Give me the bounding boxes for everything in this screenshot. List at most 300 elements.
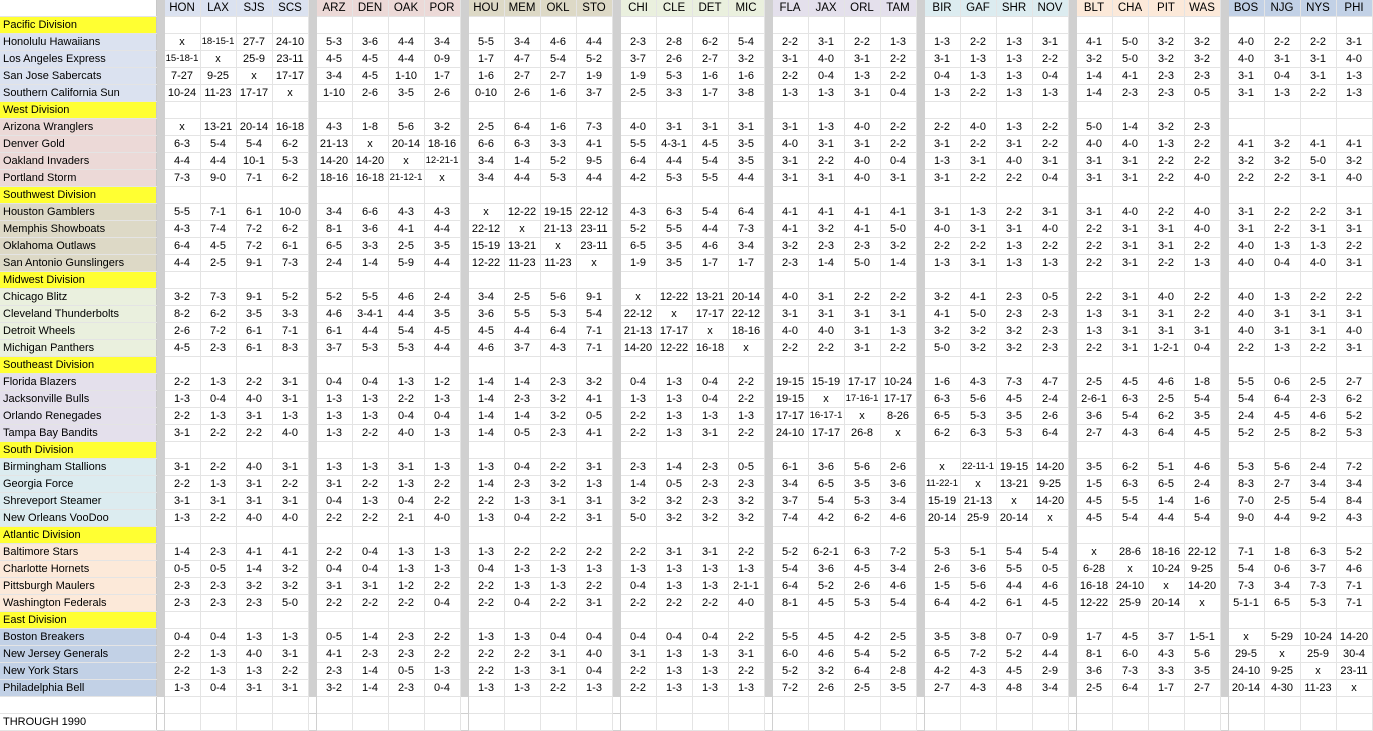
record-cell[interactable]: 1-3 [316, 391, 352, 408]
record-cell[interactable]: 3-1 [692, 119, 728, 136]
record-cell[interactable]: 3-4 [1264, 578, 1300, 595]
team-name[interactable]: Philadelphia Bell [0, 680, 156, 697]
record-cell[interactable]: 4-6 [540, 34, 576, 51]
record-cell[interactable]: 4-5 [996, 663, 1032, 680]
empty-cell[interactable] [656, 612, 692, 629]
record-cell[interactable]: 6-5 [808, 476, 844, 493]
empty-cell[interactable] [1032, 272, 1068, 289]
record-cell[interactable]: 16-18 [692, 340, 728, 357]
record-cell[interactable]: 20-14 [1228, 680, 1264, 697]
record-cell[interactable]: 2-3 [692, 493, 728, 510]
empty-cell[interactable] [1336, 17, 1372, 34]
record-cell[interactable]: 1-4 [1112, 119, 1148, 136]
record-cell[interactable]: 1-3 [576, 680, 612, 697]
record-cell[interactable]: 22-11-1 [960, 459, 996, 476]
record-cell[interactable]: 4-0 [772, 136, 808, 153]
record-cell[interactable]: 1-3 [504, 561, 540, 578]
empty-cell[interactable] [656, 17, 692, 34]
record-cell[interactable]: 2-2 [468, 663, 504, 680]
record-cell[interactable]: 3-3 [540, 136, 576, 153]
record-cell[interactable]: 6-0 [772, 646, 808, 663]
record-cell[interactable]: 1-3 [960, 51, 996, 68]
empty-cell[interactable] [388, 17, 424, 34]
empty-cell[interactable] [1148, 442, 1184, 459]
record-cell[interactable]: 7-3 [576, 119, 612, 136]
record-cell[interactable]: 2-6 [844, 578, 880, 595]
record-cell[interactable]: 2-2 [772, 68, 808, 85]
empty-cell[interactable] [576, 272, 612, 289]
empty-cell[interactable] [1184, 17, 1220, 34]
record-cell[interactable]: 3-1 [1228, 68, 1264, 85]
column-header[interactable]: BOS [1228, 0, 1264, 17]
empty-cell[interactable] [692, 442, 728, 459]
record-cell[interactable]: 2-3 [540, 374, 576, 391]
record-cell[interactable]: 2-8 [880, 663, 916, 680]
record-cell[interactable]: 3-6 [352, 34, 388, 51]
record-cell[interactable]: 1-3 [424, 544, 460, 561]
column-header[interactable]: DET [692, 0, 728, 17]
record-cell[interactable] [1264, 119, 1300, 136]
record-cell[interactable]: 3-2 [728, 51, 764, 68]
record-cell[interactable]: 1-3 [996, 255, 1032, 272]
empty-cell[interactable] [504, 17, 540, 34]
record-cell[interactable]: 4-0 [844, 119, 880, 136]
empty-cell[interactable] [504, 714, 540, 731]
record-cell[interactable]: 1-3 [656, 391, 692, 408]
record-cell[interactable]: 8-2 [1300, 425, 1336, 442]
record-cell[interactable]: 5-5 [1112, 493, 1148, 510]
empty-cell[interactable] [468, 527, 504, 544]
record-cell[interactable]: x [1228, 629, 1264, 646]
record-cell[interactable]: 5-6 [960, 578, 996, 595]
record-cell[interactable]: 4-0 [1112, 204, 1148, 221]
record-cell[interactable]: 4-0 [272, 425, 308, 442]
record-cell[interactable]: 2-2 [620, 408, 656, 425]
record-cell[interactable]: 1-3 [620, 561, 656, 578]
record-cell[interactable]: 6-6 [468, 136, 504, 153]
record-cell[interactable]: 1-4 [1076, 85, 1112, 102]
empty-cell[interactable] [656, 102, 692, 119]
empty-cell[interactable] [924, 102, 960, 119]
record-cell[interactable]: 1-3 [656, 578, 692, 595]
record-cell[interactable]: 1-3 [352, 408, 388, 425]
record-cell[interactable]: 1-8 [1264, 544, 1300, 561]
record-cell[interactable]: 6-4 [540, 323, 576, 340]
record-cell[interactable]: 6-3 [164, 136, 200, 153]
team-name[interactable]: New York Stars [0, 663, 156, 680]
record-cell[interactable]: 4-4 [1032, 646, 1068, 663]
empty-cell[interactable] [1148, 612, 1184, 629]
record-cell[interactable]: 2-7 [692, 51, 728, 68]
record-cell[interactable]: 1-4 [504, 374, 540, 391]
record-cell[interactable]: 22-12 [1184, 544, 1220, 561]
record-cell[interactable]: x [272, 85, 308, 102]
empty-cell[interactable] [164, 697, 200, 714]
empty-cell[interactable] [1336, 612, 1372, 629]
record-cell[interactable]: 5-2 [996, 646, 1032, 663]
empty-cell[interactable] [236, 527, 272, 544]
record-cell[interactable]: 3-2 [692, 510, 728, 527]
record-cell[interactable]: 2-2 [164, 408, 200, 425]
record-cell[interactable]: 8-26 [880, 408, 916, 425]
record-cell[interactable]: 2-2 [576, 544, 612, 561]
record-cell[interactable]: 3-1 [164, 425, 200, 442]
empty-cell[interactable] [1112, 357, 1148, 374]
record-cell[interactable]: 2-2 [1300, 85, 1336, 102]
record-cell[interactable]: 4-0 [772, 323, 808, 340]
record-cell[interactable]: 3-1 [1112, 323, 1148, 340]
record-cell[interactable]: 3-1 [272, 459, 308, 476]
record-cell[interactable]: 4-0 [236, 459, 272, 476]
record-cell[interactable]: 2-3 [728, 476, 764, 493]
empty-cell[interactable] [844, 357, 880, 374]
empty-cell[interactable] [424, 612, 460, 629]
record-cell[interactable]: 4-6 [1148, 374, 1184, 391]
record-cell[interactable]: 1-3 [728, 561, 764, 578]
record-cell[interactable]: 5-9 [388, 255, 424, 272]
record-cell[interactable]: 3-6 [960, 561, 996, 578]
record-cell[interactable]: 3-1 [772, 119, 808, 136]
empty-cell[interactable] [352, 187, 388, 204]
record-cell[interactable]: 3-2 [1184, 34, 1220, 51]
record-cell[interactable]: 3-7 [620, 51, 656, 68]
column-header[interactable]: NJG [1264, 0, 1300, 17]
record-cell[interactable]: 3-1 [808, 136, 844, 153]
record-cell[interactable]: 2-2 [540, 595, 576, 612]
record-cell[interactable]: 0-4 [808, 68, 844, 85]
column-header[interactable]: SHR [996, 0, 1032, 17]
empty-cell[interactable] [164, 272, 200, 289]
record-cell[interactable]: 1-8 [1184, 374, 1220, 391]
record-cell[interactable]: 2-3 [1300, 391, 1336, 408]
record-cell[interactable]: 4-0 [1336, 323, 1372, 340]
column-header[interactable]: OKL [540, 0, 576, 17]
record-cell[interactable]: x [728, 340, 764, 357]
record-cell[interactable]: 4-0 [1336, 170, 1372, 187]
record-cell[interactable]: 4-0 [1228, 323, 1264, 340]
empty-cell[interactable] [200, 272, 236, 289]
team-name[interactable]: Cleveland Thunderbolts [0, 306, 156, 323]
record-cell[interactable]: 1-3 [424, 459, 460, 476]
record-cell[interactable]: 4-1 [576, 136, 612, 153]
record-cell[interactable]: 2-2 [728, 544, 764, 561]
record-cell[interactable]: 4-3 [960, 680, 996, 697]
empty-cell[interactable] [468, 187, 504, 204]
record-cell[interactable]: 4-8 [996, 680, 1032, 697]
record-cell[interactable]: 4-0 [1184, 221, 1220, 238]
record-cell[interactable]: 2-2 [164, 646, 200, 663]
record-cell[interactable]: 3-1 [924, 136, 960, 153]
record-cell[interactable]: 3-1 [1112, 153, 1148, 170]
record-cell[interactable]: 2-2 [880, 68, 916, 85]
column-header[interactable]: FLA [772, 0, 808, 17]
record-cell[interactable]: 3-1 [236, 493, 272, 510]
column-header[interactable]: NYS [1300, 0, 1336, 17]
record-cell[interactable]: 3-5 [424, 238, 460, 255]
empty-cell[interactable] [692, 697, 728, 714]
team-name[interactable]: Tampa Bay Bandits [0, 425, 156, 442]
record-cell[interactable]: 2-2 [772, 34, 808, 51]
record-cell[interactable]: 2-2 [164, 663, 200, 680]
team-name[interactable]: Charlotte Hornets [0, 561, 156, 578]
record-cell[interactable]: 3-1 [924, 170, 960, 187]
record-cell[interactable]: 5-2 [272, 289, 308, 306]
record-cell[interactable]: 3-5 [388, 85, 424, 102]
column-header[interactable]: WAS [1184, 0, 1220, 17]
record-cell[interactable]: 0-4 [924, 68, 960, 85]
empty-cell[interactable] [316, 17, 352, 34]
record-cell[interactable]: 4-5 [468, 323, 504, 340]
record-cell[interactable]: 3-5 [728, 136, 764, 153]
record-cell[interactable]: 0-4 [352, 374, 388, 391]
record-cell[interactable]: 3-5 [1184, 663, 1220, 680]
empty-cell[interactable] [692, 612, 728, 629]
record-cell[interactable]: 1-3 [656, 561, 692, 578]
record-cell[interactable]: 3-2 [996, 340, 1032, 357]
record-cell[interactable]: 23-11 [576, 221, 612, 238]
record-cell[interactable]: 0-7 [996, 629, 1032, 646]
record-cell[interactable]: 12-22 [468, 255, 504, 272]
empty-cell[interactable] [924, 527, 960, 544]
record-cell[interactable]: 2-3 [504, 476, 540, 493]
record-cell[interactable]: 3-1 [728, 646, 764, 663]
empty-cell[interactable] [808, 714, 844, 731]
record-cell[interactable]: 1-3 [200, 374, 236, 391]
record-cell[interactable]: 11-23 [540, 255, 576, 272]
record-cell[interactable]: 1-3 [1148, 136, 1184, 153]
record-cell[interactable]: 5-3 [844, 595, 880, 612]
record-cell[interactable]: 5-4 [692, 204, 728, 221]
record-cell[interactable]: 1-4 [880, 255, 916, 272]
empty-cell[interactable] [540, 102, 576, 119]
record-cell[interactable]: 2-4 [316, 255, 352, 272]
record-cell[interactable]: 3-1 [844, 340, 880, 357]
empty-cell[interactable] [772, 187, 808, 204]
empty-cell[interactable] [620, 697, 656, 714]
column-header[interactable]: ORL [844, 0, 880, 17]
record-cell[interactable]: 3-1 [996, 221, 1032, 238]
empty-cell[interactable] [424, 527, 460, 544]
empty-cell[interactable] [1032, 102, 1068, 119]
empty-cell[interactable] [540, 714, 576, 731]
record-cell[interactable]: 5-5 [1228, 374, 1264, 391]
empty-cell[interactable] [1032, 612, 1068, 629]
record-cell[interactable]: 9-25 [1184, 561, 1220, 578]
record-cell[interactable]: 6-1 [272, 238, 308, 255]
record-cell[interactable]: 3-1 [1112, 238, 1148, 255]
empty-cell[interactable] [1184, 357, 1220, 374]
team-name[interactable]: Portland Storm [0, 170, 156, 187]
record-cell[interactable]: 2-2 [316, 510, 352, 527]
record-cell[interactable]: 22-12 [728, 306, 764, 323]
record-cell[interactable]: 5-5 [996, 561, 1032, 578]
column-header[interactable]: TAM [880, 0, 916, 17]
corner-cell[interactable] [0, 0, 156, 17]
record-cell[interactable]: 3-4 [772, 476, 808, 493]
record-cell[interactable]: 4-1 [844, 204, 880, 221]
record-cell[interactable]: 4-1 [1228, 136, 1264, 153]
record-cell[interactable]: 6-4 [844, 663, 880, 680]
record-cell[interactable]: 3-5 [924, 629, 960, 646]
empty-cell[interactable] [1264, 612, 1300, 629]
record-cell[interactable]: 1-3 [1264, 289, 1300, 306]
record-cell[interactable]: 29-5 [1228, 646, 1264, 663]
empty-cell[interactable] [272, 272, 308, 289]
record-cell[interactable]: 2-2 [424, 476, 460, 493]
record-cell[interactable]: 3-1 [1264, 323, 1300, 340]
record-cell[interactable]: 4-0 [924, 221, 960, 238]
empty-cell[interactable] [656, 527, 692, 544]
column-header[interactable]: HOU [468, 0, 504, 17]
record-cell[interactable]: 2-6 [504, 85, 540, 102]
record-cell[interactable]: 1-3 [468, 544, 504, 561]
empty-cell[interactable] [880, 272, 916, 289]
record-cell[interactable]: 1-3 [504, 663, 540, 680]
record-cell[interactable]: 3-2 [540, 476, 576, 493]
record-cell[interactable]: 1-3 [772, 85, 808, 102]
record-cell[interactable]: 5-5 [164, 204, 200, 221]
record-cell[interactable]: 1-3 [844, 68, 880, 85]
empty-cell[interactable] [728, 697, 764, 714]
record-cell[interactable]: 2-6 [808, 680, 844, 697]
record-cell[interactable]: 3-7 [1300, 561, 1336, 578]
record-cell[interactable]: 1-3 [960, 204, 996, 221]
record-cell[interactable]: 20-14 [1148, 595, 1184, 612]
record-cell[interactable]: 2-5 [844, 680, 880, 697]
record-cell[interactable]: 0-4 [352, 561, 388, 578]
record-cell[interactable]: 2-2 [468, 578, 504, 595]
record-cell[interactable]: 1-3 [808, 119, 844, 136]
record-cell[interactable]: 3-6 [1076, 663, 1112, 680]
record-cell[interactable]: 3-1 [1148, 238, 1184, 255]
team-name[interactable]: Southern California Sun [0, 85, 156, 102]
empty-cell[interactable] [772, 357, 808, 374]
record-cell[interactable]: 5-3 [388, 340, 424, 357]
record-cell[interactable]: 3-2 [960, 323, 996, 340]
record-cell[interactable]: 3-5 [996, 408, 1032, 425]
record-cell[interactable]: 1-7 [1148, 680, 1184, 697]
record-cell[interactable]: 2-3 [1032, 340, 1068, 357]
record-cell[interactable]: 1-4 [468, 374, 504, 391]
empty-cell[interactable] [880, 697, 916, 714]
record-cell[interactable]: 3-1 [576, 493, 612, 510]
record-cell[interactable]: 5-0 [272, 595, 308, 612]
record-cell[interactable]: 5-6 [540, 289, 576, 306]
record-cell[interactable]: 0-4 [1032, 68, 1068, 85]
record-cell[interactable]: 2-2 [960, 238, 996, 255]
empty-cell[interactable] [1076, 697, 1112, 714]
record-cell[interactable]: 5-1-1 [1228, 595, 1264, 612]
record-cell[interactable]: 5-4 [1032, 544, 1068, 561]
record-cell[interactable]: 4-6 [808, 646, 844, 663]
record-cell[interactable]: 2-2 [1300, 340, 1336, 357]
record-cell[interactable]: 2-8 [656, 34, 692, 51]
record-cell[interactable]: 14-20 [352, 153, 388, 170]
record-cell[interactable]: 2-2 [728, 629, 764, 646]
record-cell[interactable]: 0-4 [1264, 255, 1300, 272]
empty-cell[interactable] [468, 612, 504, 629]
record-cell[interactable]: 2-2 [1336, 238, 1372, 255]
record-cell[interactable]: 9-0 [200, 170, 236, 187]
empty-cell[interactable] [576, 612, 612, 629]
empty-cell[interactable] [620, 714, 656, 731]
record-cell[interactable]: 4-0 [1228, 289, 1264, 306]
record-cell[interactable]: 2-2 [236, 425, 272, 442]
record-cell[interactable]: 2-2 [200, 510, 236, 527]
record-cell[interactable]: 3-7 [316, 340, 352, 357]
record-cell[interactable]: 3-1 [576, 459, 612, 476]
team-name[interactable]: Baltimore Stars [0, 544, 156, 561]
record-cell[interactable]: 7-1 [576, 323, 612, 340]
record-cell[interactable]: 4-0 [1076, 136, 1112, 153]
empty-cell[interactable] [200, 17, 236, 34]
record-cell[interactable]: 2-2 [200, 425, 236, 442]
record-cell[interactable]: 1-3 [316, 408, 352, 425]
record-cell[interactable]: 12-22 [656, 289, 692, 306]
empty-cell[interactable] [576, 357, 612, 374]
record-cell[interactable]: 10-24 [1148, 561, 1184, 578]
empty-cell[interactable] [1228, 272, 1264, 289]
empty-cell[interactable] [880, 442, 916, 459]
record-cell[interactable]: 4-0 [236, 646, 272, 663]
empty-cell[interactable] [164, 714, 200, 731]
empty-cell[interactable] [424, 17, 460, 34]
team-name[interactable]: Arizona Wranglers [0, 119, 156, 136]
record-cell[interactable]: 4-5 [316, 51, 352, 68]
record-cell[interactable]: 1-3 [388, 476, 424, 493]
record-cell[interactable]: 1-4 [1076, 68, 1112, 85]
empty-cell[interactable] [540, 442, 576, 459]
empty-cell[interactable] [576, 17, 612, 34]
empty-cell[interactable] [1032, 714, 1068, 731]
record-cell[interactable]: 1-4 [504, 153, 540, 170]
record-cell[interactable]: 2-2 [880, 119, 916, 136]
empty-cell[interactable] [468, 17, 504, 34]
record-cell[interactable]: 5-4 [772, 561, 808, 578]
record-cell[interactable]: 19-15 [540, 204, 576, 221]
empty-cell[interactable] [468, 714, 504, 731]
record-cell[interactable]: 3-8 [728, 85, 764, 102]
record-cell[interactable]: 2-2 [1264, 34, 1300, 51]
record-cell[interactable]: x [576, 255, 612, 272]
record-cell[interactable]: 3-3 [352, 238, 388, 255]
record-cell[interactable]: 10-24 [880, 374, 916, 391]
record-cell[interactable]: 3-5 [424, 306, 460, 323]
empty-cell[interactable] [996, 697, 1032, 714]
record-cell[interactable]: 3-1 [1148, 221, 1184, 238]
record-cell[interactable]: 6-3 [656, 204, 692, 221]
record-cell[interactable]: 13-21 [200, 119, 236, 136]
record-cell[interactable]: 3-2 [924, 323, 960, 340]
record-cell[interactable]: 2-4 [1228, 408, 1264, 425]
record-cell[interactable]: 6-2 [692, 34, 728, 51]
empty-cell[interactable] [996, 714, 1032, 731]
team-name[interactable]: San Antonio Gunslingers [0, 255, 156, 272]
empty-cell[interactable] [960, 102, 996, 119]
record-cell[interactable]: 7-1 [576, 340, 612, 357]
record-cell[interactable]: 1-7 [1076, 629, 1112, 646]
record-cell[interactable]: 4-4 [164, 153, 200, 170]
record-cell[interactable]: 2-2 [1264, 204, 1300, 221]
record-cell[interactable]: 2-2 [1264, 170, 1300, 187]
record-cell[interactable]: 4-1 [1300, 136, 1336, 153]
record-cell[interactable]: 5-3 [352, 340, 388, 357]
empty-cell[interactable] [1336, 697, 1372, 714]
record-cell[interactable]: 3-4 [468, 153, 504, 170]
record-cell[interactable]: 3-2 [620, 493, 656, 510]
record-cell[interactable]: 5-2 [772, 663, 808, 680]
record-cell[interactable]: 4-1 [1336, 136, 1372, 153]
